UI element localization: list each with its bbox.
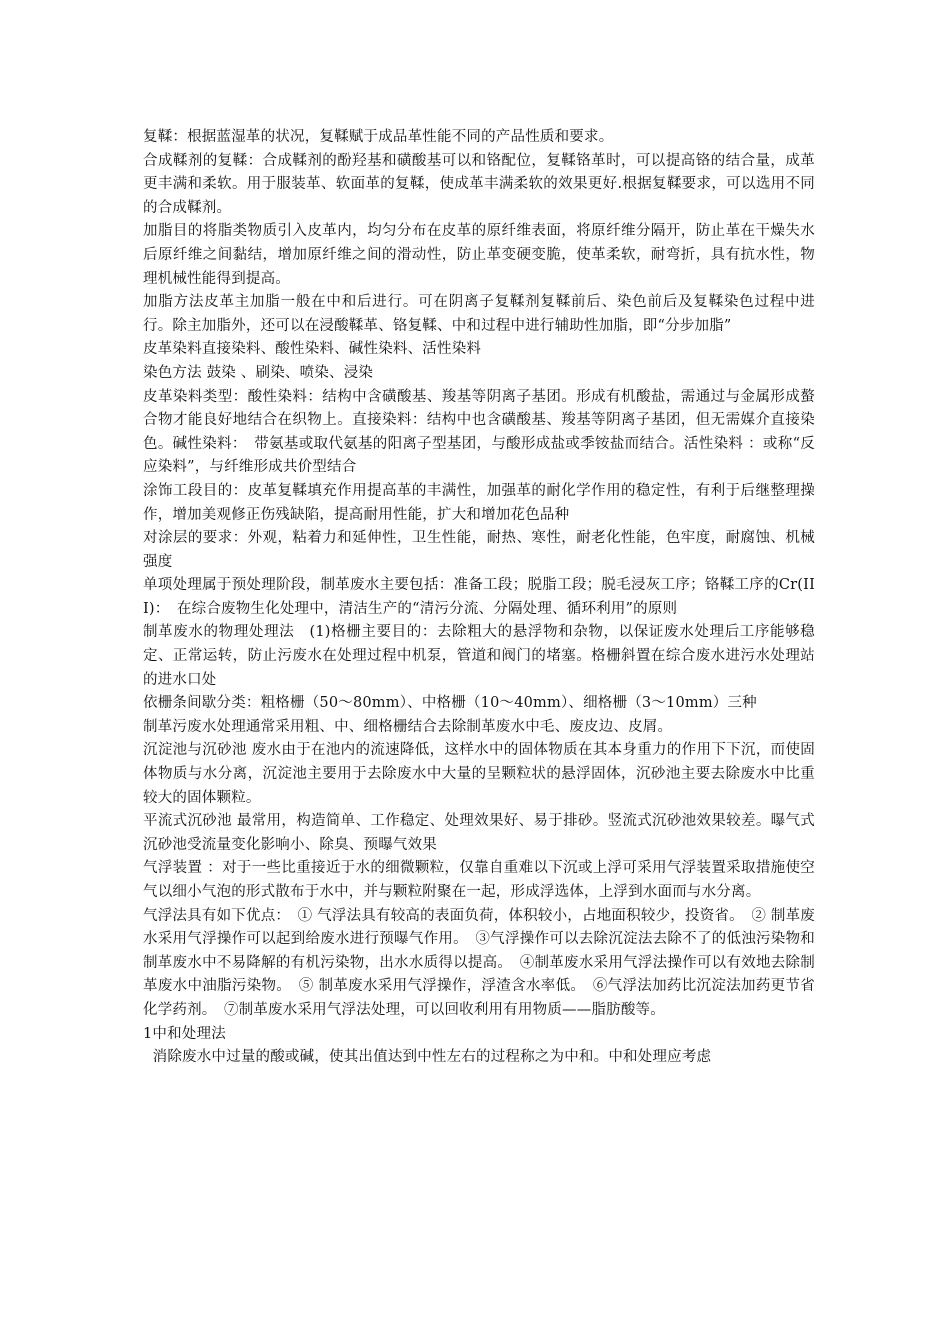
paragraph-flotation-device: 气浮装置 ：对于一些比重接近于水的细微颗粒，仅靠自重难以下沉或上浮可采用气浮装置采取措施使空气以细小气泡的形式散布于水中，并与颗粒附聚在一起，形成浮选体，上浮到水面而与水分离。 bbox=[143, 860, 815, 900]
paragraph-grate-usage: 制革污废水处理通常采用粗、中、细格栅结合去除制革废水中毛、废皮边、皮屑。 bbox=[143, 718, 673, 735]
paragraph-retanning: 复鞣：根据蓝湿革的状况，复鞣赋于成品革性能不同的产品性质和要求。 bbox=[143, 129, 614, 145]
paragraph-coating-requirements: 对涂层的要求：外观，粘着力和延伸性，卫生性能，耐热、寒性，耐老化性能，色牢度，耐腐蚀、机械强度 bbox=[143, 530, 815, 570]
paragraph-grit-chambers: 平流式沉砂池 最常用，构造简单、工作稳定、处理效果好、易于排砂。竖流式沉砂池效果较差。曝气式沉砂池受流量变化影响小、除臭、预曝气效果 bbox=[143, 813, 815, 853]
paragraph-leather-dyes: 皮革染料直接染料、酸性染料、碱性染料、活性染料 bbox=[143, 341, 482, 358]
document-body bbox=[143, 126, 815, 1070]
paragraph-fatliquoring-purpose: 加脂目的将脂类物质引入皮革内，均匀分布在皮革的原纤维表面，将原纤维分隔开，防止革在干燥失水后原纤维之间黏结，增加原纤维之间的滑动性，防止革变硬变脆，使革柔软，耐弯折，具有抗水性，物理机械性能得到提高。 bbox=[143, 223, 815, 287]
section-heading-neutralization: 1中和处理法 bbox=[143, 1025, 226, 1042]
paragraph-fatliquoring-method: 加脂方法皮革主加脂一般在中和后进行。可在阴离子复鞣剂复鞣前后、染色前后及复鞣染色过程中进行。除主加脂外，还可以在浸酸鞣革、铬复鞣、中和过程中进行辅助性加脂，即“分步加脂” bbox=[143, 294, 815, 334]
paragraph-pretreatment: 单项处理属于预处理阶段，制革废水主要包括：准备工段；脱脂工段；脱毛浸灰工序；铬鞣工序的Cr(III)： 在综合废物生化处理中，清洁生产的“清污分流、分隔处理、循环利用”的原则 bbox=[143, 577, 815, 617]
paragraph-sedimentation: 沉淀池与沉砂池 废水由于在池内的流速降低，这样水中的固体物质在其本身重力的作用下下沉，而使固体物质与水分离，沉淀池主要用于去除废水中大量的呈颗粒状的悬浮固体，沉砂池主要去除废水中比重较大的固体颗粒。 bbox=[143, 742, 815, 806]
paragraph-flotation-advantages: 气浮法具有如下优点： ① 气浮法具有较高的表面负荷，体积较小，占地面积较少，投资省。 ② 制革废水采用气浮操作可以起到给废水进行预曝气作用。 ③气浮操作可以去除沉淀法去除不了的低浊污染物和制革废水中不易降解的有机污染物，出水水质得以提高。 ④制革废水采用气浮法操作可以有效地去除制革废水中油脂污染物。 ⑤ 制革废水采用气浮操作，浮渣含水率低。 ⑥气浮法加药比沉淀法加药更节省化学药剂。 ⑦制革废水采用气浮法处理，可以回收利用有用物质——脂肪酸等。 bbox=[143, 907, 815, 1018]
paragraph-synthetic-tanning: 合成鞣剂的复鞣：合成鞣剂的酚羟基和磺酸基可以和铬配位，复鞣铬革时，可以提高铬的结合量，成革更丰满和柔软。用于服装革、软面革的复鞣，使成革丰满柔软的效果更好.根据复鞣要求，可以选用不同的合成鞣剂。 bbox=[143, 152, 815, 216]
paragraph-dye-types: 皮革染料类型：酸性染料：结构中含磺酸基、羧基等阴离子基团。形成有机酸盐，需通过与金属形成螯合物才能良好地结合在织物上。直接染料：结构中也含磺酸基、羧基等阴离子基团，但无需媒介直接染色。碱性染料： 带氨基或取代氨基的阳离子型基团，与酸形成盐或季铵盐而结合。活性染料 ：或称“反应染料”，与纤维形成共价型结合 bbox=[143, 388, 815, 476]
paragraph-dyeing-methods: 染色方法 鼓染 、刷染、喷染、浸染 bbox=[143, 364, 374, 381]
paragraph-finishing-purpose: 涂饰工段目的：皮革复鞣填充作用提高革的丰满性，加强革的耐化学作用的稳定性，有利于后继整理操作，增加美观修正伤残缺陷，提高耐用性能，扩大和增加花色品种 bbox=[143, 482, 815, 523]
paragraph-neutralization: 消除废水中过量的酸或碱，使其出值达到中性左右的过程称之为中和。中和处理应考虑 bbox=[143, 1049, 712, 1066]
paragraph-grate-classification: 依栅条间歇分类：粗格栅（50～80mm）、中格栅（10～40mm）、细格栅（3～10mm）三种 bbox=[143, 695, 757, 712]
paragraph-physical-treatment: 制革废水的物理处理法 (1)格栅主要目的：去除粗大的悬浮物和杂物，以保证废水处理后工序能够稳定、正常运转，防止污废水在处理过程中机泵，管道和阀门的堵塞。格栅斜置在综合废水进污水处理站的进水口处 bbox=[143, 624, 815, 688]
